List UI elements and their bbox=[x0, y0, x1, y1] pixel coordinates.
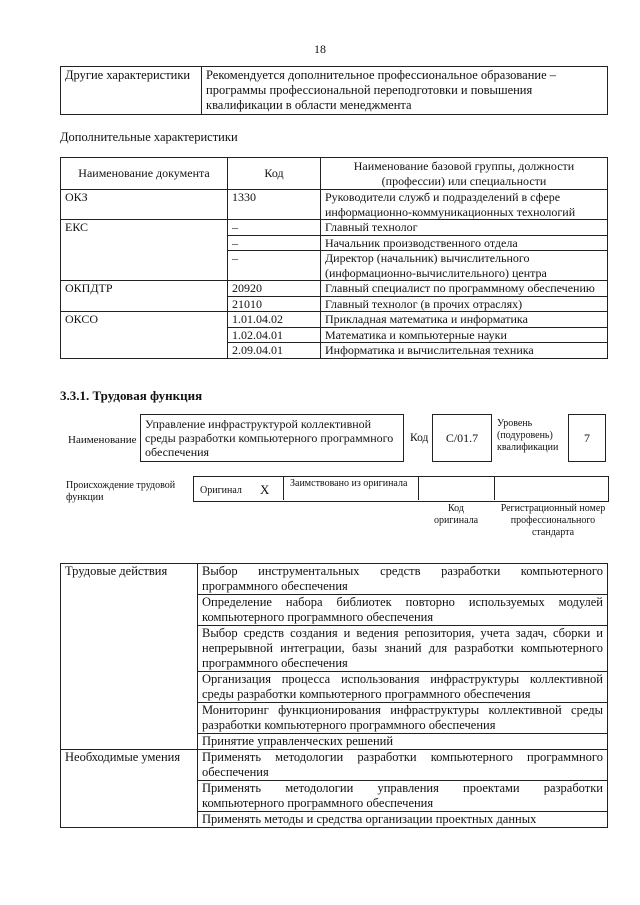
original-label: Оригинал bbox=[200, 485, 242, 496]
labor-action-item: Выбор средств создания и ведения репозитория, учета задач, сборки и непрерывной интеграции, базы знаний для разработки компьютерного программного обеспечения bbox=[198, 626, 608, 672]
original-mark: X bbox=[260, 482, 270, 497]
skill-item: Применять методологии управления проектами разработки компьютерного программного обеспечения bbox=[198, 781, 608, 812]
table-cell-name: Главный технолог (в прочих отраслях) bbox=[321, 296, 608, 312]
code-original-label: Код оригинала bbox=[433, 503, 479, 526]
table-cell-code: 20920 bbox=[228, 281, 321, 297]
function-name-box: Управление инфраструктурой коллективной среды разработки компьютерного программного обеспечения bbox=[140, 414, 404, 462]
other-characteristics-text: Рекомендуется дополнительное профессиональное образование – программы профессиональной переподготовки и повышения квалификации в области менеджмента bbox=[202, 67, 608, 115]
table-cell-name: Математика и компьютерные науки bbox=[321, 327, 608, 343]
table-cell-doc: ОКЗ bbox=[61, 190, 228, 220]
table-cell-doc: ЕКС bbox=[61, 220, 228, 281]
labor-actions-label: Трудовые действия bbox=[61, 564, 198, 750]
header-code: Код bbox=[228, 158, 321, 190]
table-cell-code: – bbox=[228, 235, 321, 251]
table-cell-code: – bbox=[228, 220, 321, 236]
skills-label: Необходимые умения bbox=[61, 750, 198, 828]
table-cell-code: 1330 bbox=[228, 190, 321, 220]
table-cell-code: 21010 bbox=[228, 296, 321, 312]
table-cell-code: 1.02.04.01 bbox=[228, 327, 321, 343]
table-cell-name: Начальник производственного отдела bbox=[321, 235, 608, 251]
origin-divider bbox=[283, 476, 284, 500]
labor-action-item: Мониторинг функционирования инфраструктуры коллективной среды разработки компьютерного программного обеспечения bbox=[198, 703, 608, 734]
table-cell-name: Директор (начальник) вычислительного (информационно-вычислительного) центра bbox=[321, 251, 608, 281]
labor-action-item: Организация процесса использования инфраструктуры коллективной среды разработки компьютерного программного обеспечения bbox=[198, 672, 608, 703]
table-cell-code: 2.09.04.01 bbox=[228, 343, 321, 359]
other-characteristics-table bbox=[60, 66, 608, 115]
other-characteristics-label: Другие характеристики bbox=[61, 67, 202, 115]
table-cell-code: 1.01.04.02 bbox=[228, 312, 321, 328]
labor-actions-table bbox=[60, 563, 608, 828]
table-cell-name: Главный специалист по программному обеспечению bbox=[321, 281, 608, 297]
header-group-name: Наименование базовой группы, должности (профессии) или специальности bbox=[321, 158, 608, 190]
skill-item: Применять методологии разработки компьютерного программного обеспечения bbox=[198, 750, 608, 781]
table-cell-doc: ОКПДТР bbox=[61, 281, 228, 312]
function-code-box: C/01.7 bbox=[432, 414, 492, 462]
table-cell-name: Главный технолог bbox=[321, 220, 608, 236]
table-cell-name: Информатика и вычислительная техника bbox=[321, 343, 608, 359]
table-cell-name: Руководители служб и подразделений в сфере информационно-коммуникационных технологий bbox=[321, 190, 608, 220]
level-box: 7 bbox=[568, 414, 606, 462]
table-cell-name: Прикладная математика и информатика bbox=[321, 312, 608, 328]
page-number: 18 bbox=[314, 42, 326, 56]
header-document: Наименование документа bbox=[61, 158, 228, 190]
additional-characteristics-title: Дополнительные характеристики bbox=[60, 130, 238, 144]
origin-label: Происхождение трудовой функции bbox=[66, 480, 176, 503]
origin-divider bbox=[418, 476, 419, 500]
level-label: Уровень (подуровень) квалификации bbox=[497, 418, 559, 453]
labor-action-item: Принятие управленческих решений bbox=[198, 734, 608, 750]
name-label: Наименование bbox=[68, 434, 137, 446]
additional-characteristics-table bbox=[60, 157, 608, 359]
reg-number-label: Регистрационный номер профессионального стандарта bbox=[500, 503, 606, 538]
labor-action-item: Определение набора библиотек повторно используемых модулей компьютерного программного обеспечения bbox=[198, 595, 608, 626]
origin-divider bbox=[494, 476, 495, 500]
labor-action-item: Выбор инструментальных средств разработки компьютерного программного обеспечения bbox=[198, 564, 608, 595]
section-title: 3.3.1. Трудовая функция bbox=[60, 388, 203, 403]
code-label: Код bbox=[410, 432, 429, 444]
table-cell-doc: ОКСО bbox=[61, 312, 228, 359]
borrowed-label: Заимствовано из оригинала bbox=[290, 478, 408, 489]
skill-item: Применять методы и средства организации проектных данных bbox=[198, 812, 608, 828]
table-cell-code: – bbox=[228, 251, 321, 281]
